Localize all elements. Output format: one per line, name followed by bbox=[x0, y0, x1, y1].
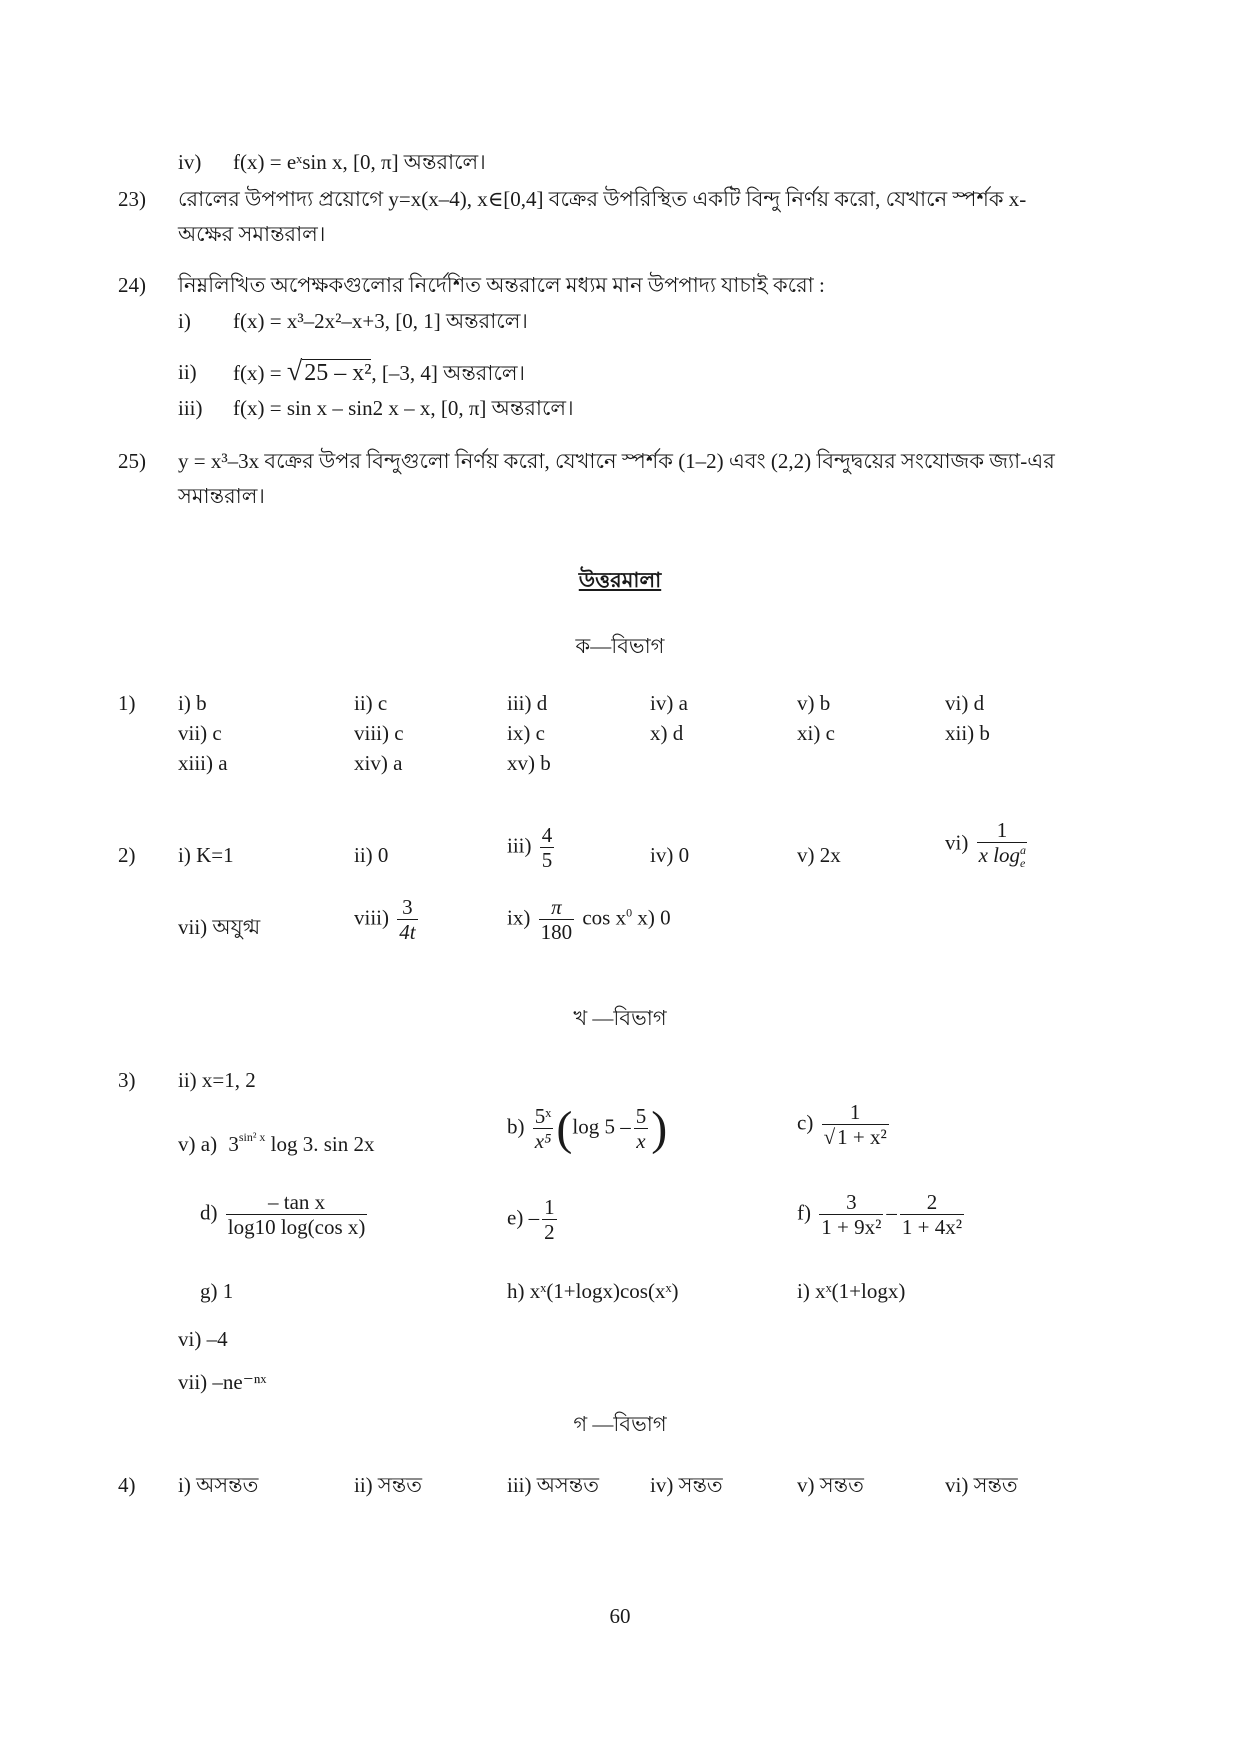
denominator: x $\log^a_e$ bbox=[978, 843, 1026, 871]
question-number: 25) bbox=[118, 449, 146, 473]
answer-4-item: i) অসন্তত bbox=[178, 1473, 259, 1497]
answer-3-vii: vii) –ne⁻ⁿˣ bbox=[178, 1370, 267, 1394]
answer-3-g: g) 1 bbox=[200, 1279, 234, 1303]
minus-sign: – bbox=[886, 1200, 897, 1225]
answer-1-item: ii) c bbox=[354, 691, 388, 715]
answer-3-b bbox=[507, 1100, 667, 1158]
denominator: 180 bbox=[540, 920, 573, 945]
q-iv-expression: f(x) = eˣsin x, [0, π] অন্তরালে। bbox=[233, 150, 486, 174]
question-number: 24) bbox=[118, 273, 146, 297]
answer-3-f bbox=[797, 1190, 967, 1239]
answer-2-vi bbox=[945, 818, 1030, 871]
item-label: d) bbox=[200, 1200, 218, 1225]
answer-4-item: vi) সন্তত bbox=[945, 1473, 1018, 1497]
answer-number: 1) bbox=[118, 691, 136, 715]
denominator: 5 bbox=[541, 848, 553, 873]
item-label: viii) bbox=[354, 905, 389, 930]
answer-1-item: xv) b bbox=[507, 751, 551, 775]
denominator: 4t bbox=[399, 920, 416, 945]
answer-1-item: vi) d bbox=[945, 691, 985, 715]
minus-sign: – bbox=[528, 1205, 540, 1230]
denominator: x bbox=[636, 1129, 646, 1154]
va-base: 3 bbox=[228, 1132, 239, 1156]
item-label: iv) bbox=[178, 150, 202, 174]
answer-1-item: xi) c bbox=[797, 721, 835, 745]
denominator: 1 + 9x² bbox=[821, 1215, 882, 1240]
answer-2-x: x) 0 bbox=[637, 905, 671, 930]
denominator: √1 + x² bbox=[823, 1125, 887, 1150]
left-paren: ( bbox=[556, 1102, 573, 1155]
q24-ii-pre: f(x) = bbox=[233, 361, 287, 385]
item-label: v) a) bbox=[178, 1132, 218, 1156]
numerator: 2 bbox=[900, 1190, 964, 1215]
answer-1-item: i) b bbox=[178, 691, 207, 715]
answer-1-item: ix) c bbox=[507, 721, 545, 745]
section-heading: গ —বিভাগ bbox=[573, 1412, 667, 1436]
answer-2-ii: ii) 0 bbox=[354, 843, 389, 867]
item-label: b) bbox=[507, 1114, 525, 1139]
answer-2-ix bbox=[507, 895, 671, 944]
answer-3-ii: ii) x=1, 2 bbox=[178, 1068, 256, 1092]
answer-1-item: xiii) a bbox=[178, 751, 228, 775]
answer-1-item: iv) a bbox=[650, 691, 688, 715]
answer-3-c bbox=[797, 1100, 892, 1149]
sqrt-radicand: 25 – x² bbox=[304, 360, 372, 386]
answer-3-e bbox=[507, 1195, 560, 1244]
answer-3-h: h) xˣ(1+logx)cos(xˣ) bbox=[507, 1279, 679, 1303]
answer-3-va bbox=[178, 1130, 375, 1157]
item-label: iii) bbox=[507, 833, 532, 858]
answer-number: 2) bbox=[118, 843, 136, 867]
answer-2-viii bbox=[354, 895, 421, 944]
section-heading: খ —বিভাগ bbox=[573, 1006, 667, 1030]
question-25-text-cont: সমান্তরাল। bbox=[178, 484, 265, 508]
denominator: 1 + 4x² bbox=[901, 1215, 963, 1240]
ix-tail: cos x bbox=[582, 905, 627, 930]
answer-2-i: i) K=1 bbox=[178, 843, 234, 867]
answer-3-vi: vi) –4 bbox=[178, 1327, 228, 1351]
question-23-text-cont: অক্ষের সমান্তরাল। bbox=[178, 222, 326, 246]
answer-1-item: v) b bbox=[797, 691, 831, 715]
item-label: c) bbox=[797, 1110, 814, 1135]
answer-2-v: v) 2x bbox=[797, 843, 841, 867]
q24-ii-post: , [–3, 4] অন্তরালে। bbox=[371, 361, 526, 385]
denominator: 2 bbox=[544, 1220, 555, 1245]
right-paren: ) bbox=[651, 1102, 668, 1155]
numerator: 1 bbox=[822, 1100, 889, 1125]
b-middle: log 5 – bbox=[572, 1114, 631, 1139]
numerator: – tan x bbox=[226, 1190, 368, 1215]
answer-1-item: x) d bbox=[650, 721, 684, 745]
item-label: e) bbox=[507, 1205, 524, 1230]
answer-1-item: xiv) a bbox=[354, 751, 403, 775]
answer-4-item: iv) সন্তত bbox=[650, 1473, 723, 1497]
numerator: 3 bbox=[397, 895, 417, 920]
ix-sup: 0 bbox=[626, 905, 633, 920]
question-24-intro: নিম্নলিখিত অপেক্ষকগুলোর নির্দেশিত অন্তরালে মধ্যম মান উপপাদ্য যাচাই করো : bbox=[178, 273, 825, 297]
page-number: 60 bbox=[609, 1604, 631, 1628]
numerator: 5ˣ bbox=[533, 1104, 554, 1129]
item-label: i) bbox=[178, 309, 191, 333]
item-label: ix) bbox=[507, 905, 531, 930]
denominator: log10 log(cos x) bbox=[227, 1215, 366, 1240]
answer-4-item: iii) অসন্তত bbox=[507, 1473, 600, 1497]
numerator: π bbox=[539, 895, 575, 920]
denominator: x⁵ bbox=[534, 1129, 552, 1154]
sqrt-sign: √ bbox=[286, 356, 303, 387]
item-label: vi) bbox=[945, 830, 969, 855]
q24-iii-expression: f(x) = sin x – sin2 x – x, [0, π] অন্তরালে। bbox=[233, 396, 574, 420]
answer-4-item: v) সন্তত bbox=[797, 1473, 864, 1497]
answer-1-item: viii) c bbox=[354, 721, 404, 745]
question-23-text: রোলের উপপাদ্য প্রয়োগে y=x(x–4), x∈[0,4] বক্রের উপরিস্থিত একটি বিন্দু নির্ণয় করো, যেখানে স্পর্শক x- bbox=[178, 187, 1027, 211]
answer-4-item: ii) সন্তত bbox=[354, 1473, 423, 1497]
answer-1-item: iii) d bbox=[507, 691, 548, 715]
item-label: ii) bbox=[178, 360, 197, 384]
numerator: 3 bbox=[819, 1190, 883, 1215]
q24-i-expression: f(x) = x³–2x²–x+3, [0, 1] অন্তরালে। bbox=[233, 309, 528, 333]
numerator: 1 bbox=[977, 818, 1028, 843]
question-number: 23) bbox=[118, 187, 146, 211]
item-label: iii) bbox=[178, 396, 203, 420]
answer-number: 3) bbox=[118, 1068, 136, 1092]
va-exponent: sin² x bbox=[238, 1130, 266, 1144]
answer-2-iii bbox=[507, 823, 557, 872]
section-heading: ক—বিভাগ bbox=[575, 634, 665, 658]
va-tail: log 3. sin 2x bbox=[270, 1132, 375, 1156]
answer-2-iv: iv) 0 bbox=[650, 843, 690, 867]
q24-ii-expression bbox=[233, 355, 525, 389]
answer-1-item: vii) c bbox=[178, 721, 222, 745]
answer-number: 4) bbox=[118, 1473, 136, 1497]
answer-1-item: xii) b bbox=[945, 721, 990, 745]
answer-2-vii: vii) অযুগ্ম bbox=[178, 915, 261, 939]
numerator: 5 bbox=[635, 1104, 647, 1129]
item-label: f) bbox=[797, 1200, 811, 1225]
numerator: 1 bbox=[544, 1195, 555, 1219]
answer-3-i: i) xˣ(1+logx) bbox=[797, 1279, 906, 1303]
answer-3-d bbox=[200, 1190, 370, 1239]
numerator: 4 bbox=[541, 823, 553, 847]
question-25-text: y = x³–3x বক্রের উপর বিন্দুগুলো নির্ণয় করো, যেখানে স্পর্শক (1–2) এবং (2,2) বিন্দুদ্বয়ের সংযোজক জ্যা-এর bbox=[178, 449, 1055, 473]
answers-title: উত্তরমালা bbox=[578, 568, 662, 592]
